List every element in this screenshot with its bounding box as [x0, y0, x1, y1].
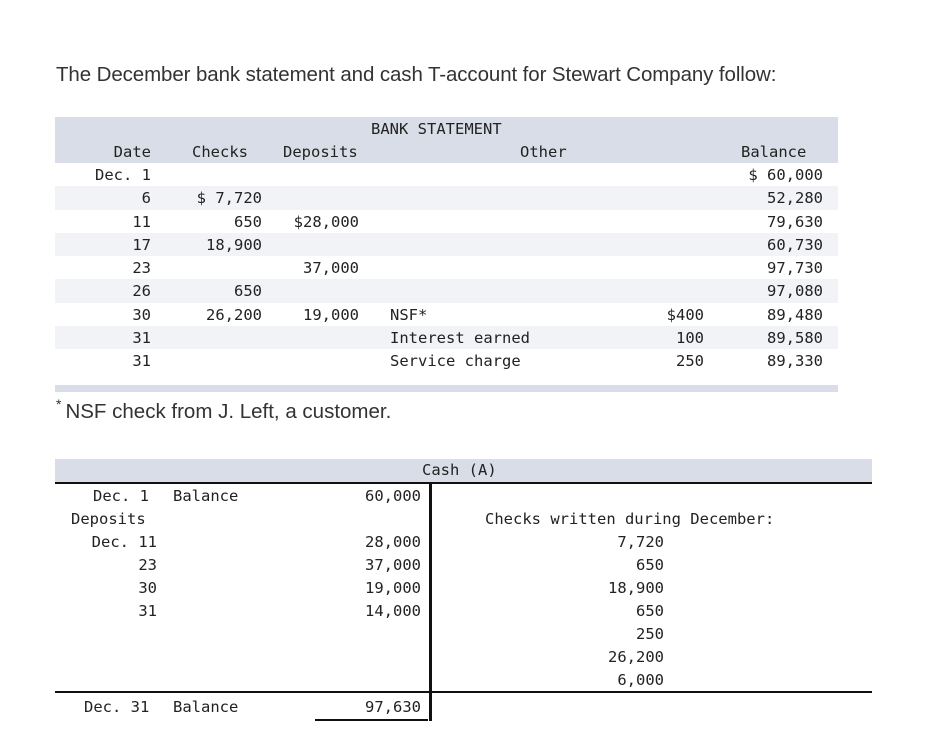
row-deposits: $28,000 — [293, 212, 359, 231]
row-date: 30 — [132, 305, 151, 324]
bank-statement-title-bar — [55, 117, 838, 140]
row-other-desc: NSF* — [390, 305, 428, 324]
header-checks: Checks — [192, 143, 248, 161]
row-date: Dec. 1 — [95, 166, 151, 184]
bank-statement-row — [55, 279, 838, 302]
header-balance: Balance — [741, 143, 807, 161]
cash-t-account — [55, 459, 872, 729]
row-date: 11 — [132, 212, 151, 231]
deposit-amount: 28,000 — [365, 533, 421, 551]
row-balance: $ 60,000 — [748, 166, 823, 184]
bank-statement-row — [55, 303, 838, 326]
row-date: 26 — [132, 282, 151, 301]
t-account-title-bar — [55, 459, 872, 484]
row-deposits: 19,000 — [303, 305, 359, 324]
deposit-date: 31 — [138, 602, 157, 620]
row-balance: 52,280 — [767, 189, 823, 208]
deposit-date: 30 — [138, 579, 157, 597]
footnote — [56, 396, 392, 424]
closing-amount-underline — [315, 719, 428, 721]
bank-statement-row — [55, 326, 838, 349]
bank-statement-footer-bar — [55, 385, 838, 392]
bank-statement-row — [55, 163, 838, 186]
bank-statement-row — [55, 210, 838, 233]
deposit-date: 23 — [138, 556, 157, 574]
row-balance: 79,630 — [767, 212, 823, 231]
row-balance: 89,580 — [767, 329, 823, 348]
check-amount: 26,200 — [608, 648, 664, 666]
intro-text: The December bank statement and cash T-account for Stewart Company follow: — [56, 63, 777, 86]
t-account-total-rule — [55, 691, 872, 693]
closing-date: Dec. 31 — [84, 698, 150, 716]
check-amount: 650 — [636, 556, 664, 574]
t-account-divider — [429, 484, 432, 721]
closing-label: Balance — [173, 698, 239, 716]
deposit-amount: 37,000 — [365, 556, 421, 574]
bank-statement-title: BANK STATEMENT — [371, 120, 502, 138]
footnote-mark: * — [56, 396, 62, 412]
row-date: 17 — [132, 235, 151, 254]
check-amount: 18,900 — [608, 579, 664, 597]
deposits-label: Deposits — [71, 510, 146, 528]
header-date: Date — [113, 143, 151, 161]
row-balance: 97,730 — [767, 259, 823, 278]
row-date: 6 — [141, 189, 151, 208]
row-checks: 26,200 — [206, 305, 262, 324]
deposit-amount: 19,000 — [365, 579, 421, 597]
row-other-amount: $400 — [666, 305, 704, 324]
row-checks: 650 — [234, 282, 262, 301]
footnote-text: NSF check from J. Left, a customer. — [65, 400, 392, 423]
row-other-amount: 250 — [676, 352, 704, 371]
row-date: 31 — [132, 329, 151, 348]
header-deposits: Deposits — [283, 143, 358, 161]
row-deposits: 37,000 — [303, 259, 359, 278]
row-balance: 89,480 — [767, 305, 823, 324]
bank-statement-row — [55, 186, 838, 209]
row-other-desc: Interest earned — [390, 329, 530, 348]
opening-amount: 60,000 — [365, 487, 421, 505]
check-amount: 7,720 — [617, 533, 664, 551]
row-checks: 18,900 — [206, 235, 262, 254]
row-checks: 650 — [234, 212, 262, 231]
row-balance: 60,730 — [767, 235, 823, 254]
row-balance: 89,330 — [767, 352, 823, 371]
checks-label: Checks written during December: — [485, 510, 775, 528]
row-date: 31 — [132, 352, 151, 371]
bank-statement-row — [55, 349, 838, 372]
t-account-title: Cash (A) — [422, 461, 497, 479]
deposit-date: Dec. 11 — [91, 533, 157, 551]
row-balance: 97,080 — [767, 282, 823, 301]
row-date: 23 — [132, 259, 151, 278]
bank-statement-rows — [55, 163, 838, 373]
check-amount: 650 — [636, 602, 664, 620]
bank-statement-table — [55, 117, 838, 392]
opening-date: Dec. 1 — [93, 487, 149, 505]
opening-label: Balance — [173, 487, 239, 505]
row-checks: $ 7,720 — [196, 189, 262, 208]
closing-amount: 97,630 — [365, 698, 421, 716]
check-amount: 6,000 — [617, 671, 664, 689]
bank-statement-row — [55, 256, 838, 279]
bank-statement-header-row — [55, 140, 838, 163]
row-other-desc: Service charge — [390, 352, 521, 371]
header-other: Other — [520, 143, 567, 161]
bank-statement-row — [55, 233, 838, 256]
row-other-amount: 100 — [676, 329, 704, 348]
deposit-amount: 14,000 — [365, 602, 421, 620]
check-amount: 250 — [636, 625, 664, 643]
